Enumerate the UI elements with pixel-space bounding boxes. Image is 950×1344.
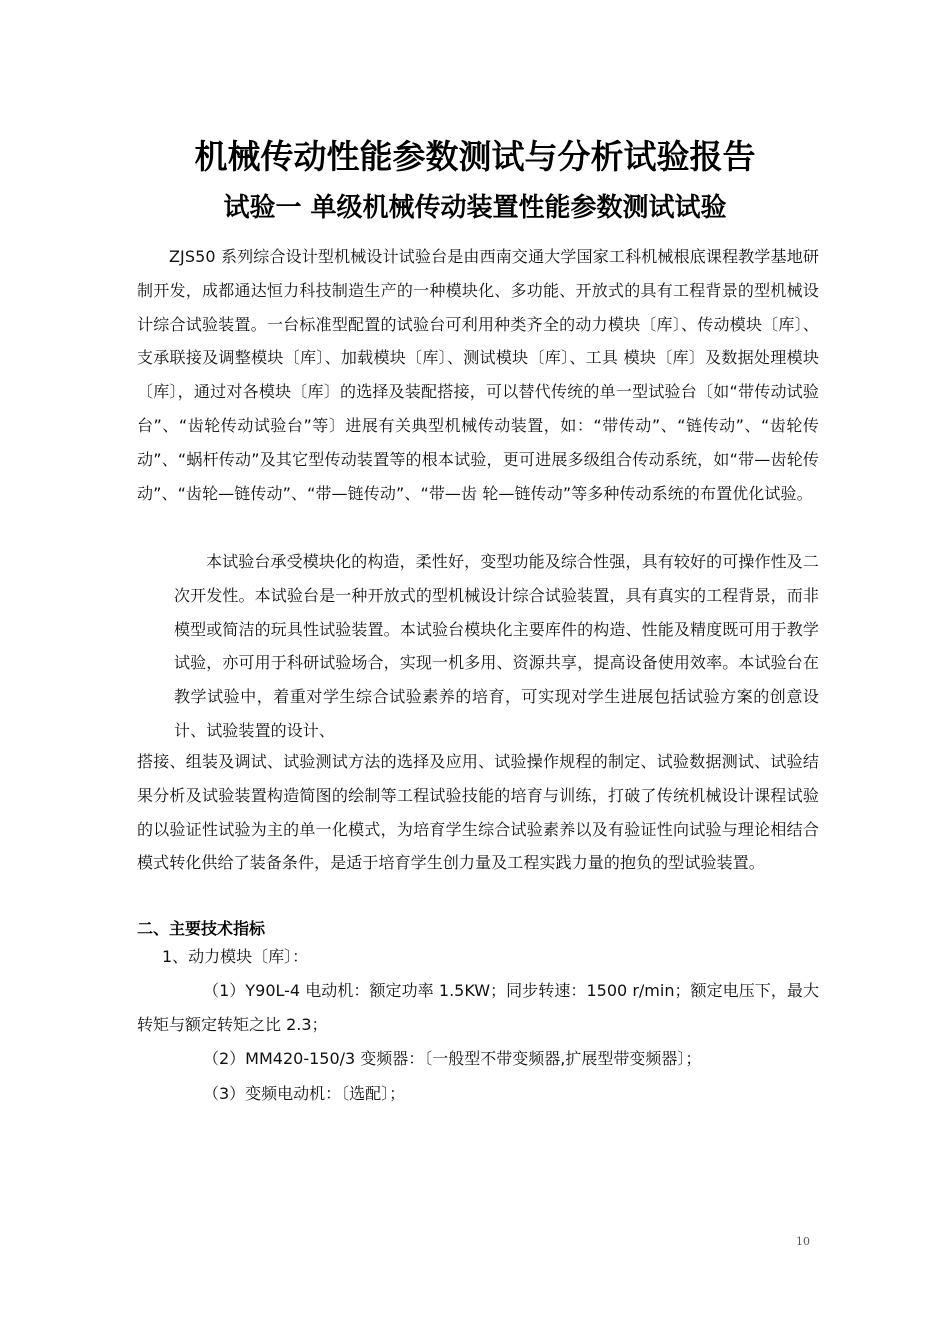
page-number: 10	[796, 1235, 810, 1248]
section-heading-technical-specs: 二、主要技术指标	[137, 919, 266, 938]
intro-paragraph: ZJS50 系列综合设计型机械设计试验台是由西南交通大学国家工科机械根底课程教学基地研制开发，成都通达恒力科技制造生产的一种模块化、多功能、开放式的具有工程背景的型机械设计综合试验装置。一台标准型配置的试验台可利用种类齐全的动力模块〔库〕、传动模块〔库〕、支承联接及调整模块〔库〕、加载模块〔库〕、测试模块〔库〕、工具 模块〔库〕及数据处理模块〔库〕，通过对各模块〔库〕的选择及装配搭接，可以替代传统的单一型试验台〔如“带传动试验台”、“齿轮传动试验台”等〕进展有关典型机械传动装置，如：“带传动”、“链传动”、“齿轮传动”、“蜗杆传动”及其它型传动装置等的根本试验，更可进展多级组合传动系统，如“带—齿轮传动”、“齿轮—链传动”、“带—链传动”、“带—齿 轮—链传动”等多种传动系统的布置优化试验。	[137, 247, 819, 503]
spec-item-inverter: （2）MM420-150/3 变频器：〔一般型不带变频器,扩展型带变频器〕；	[203, 1049, 702, 1068]
features-paragraph: 本试验台承受模块化的构造，柔性好，变型功能及综合性强，具有较好的可操作性及二次开发性。本试验台是一种开放式的型机械设计综合试验装置，具有真实的工程背景，而非模型或简洁的玩具性试验装置。本试验台模块化主要库件的构造、性能及精度既可用于教学试验，亦可用于科研试验场合，实现一机多用、资源共享，提高设备使用效率。本试验台在教学试验中，着重对学生综合试验素养的培育，可实现对学生进展包括试验方案的创意设计、试验装置的设计、	[174, 552, 819, 740]
continuation-paragraph: 搭接、组装及调试、试验测试方法的选择及应用、试验操作规程的制定、试验数据测试、试验结果分析及试验装置构造简图的绘制等工程试验技能的培育与训练，打破了传统机械设计课程试验的以验证性试验为主的单一化模式，为培育学生综合试验素养以及有验证性向试验与理论相结合模式转化供给了装备条件，是适于培育学生创力量及工程实践力量的抱负的型试验装置。	[137, 752, 819, 873]
list-item-power-module: 1、动力模块〔库〕：	[162, 947, 309, 966]
experiment-subtitle: 试验一 单级机械传动装置性能参数测试试验	[223, 193, 727, 223]
spec-item-motor: （1）Y90L-4 电动机：额定功率 1.5KW；同步转速：1500 r/min；额定电压下，最大转矩与额定转矩之比 2.3；	[137, 981, 819, 1034]
report-title: 机械传动性能参数测试与分析试验报告	[194, 137, 756, 176]
spec-item-vf-motor: （3）变频电动机：〔选配〕；	[203, 1084, 406, 1103]
